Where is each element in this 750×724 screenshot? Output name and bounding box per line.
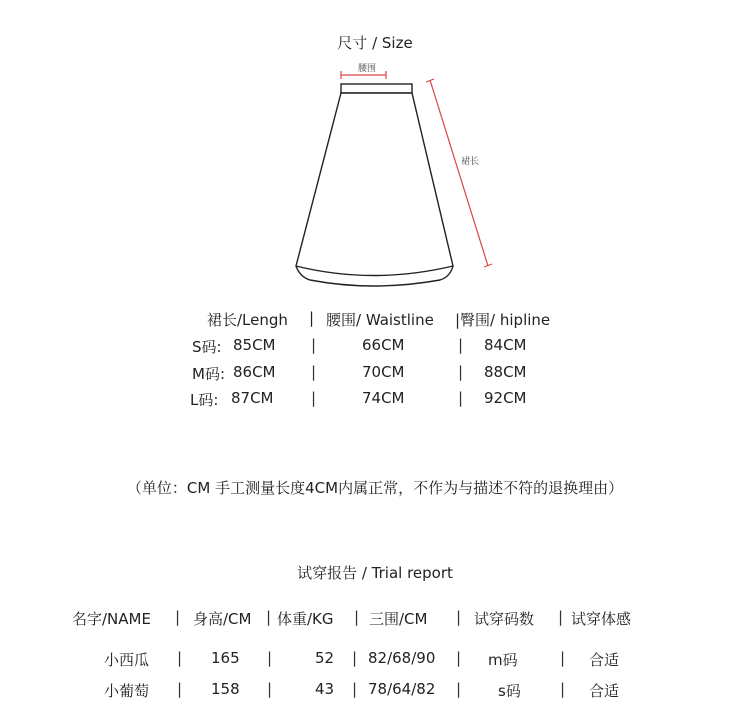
- tester-fit: 合适: [589, 682, 620, 700]
- separator: |: [456, 649, 462, 667]
- separator: |: [311, 336, 317, 354]
- waist-value: 70CM: [362, 363, 405, 381]
- tester-height: 165: [211, 649, 240, 667]
- length-label: 裙长: [460, 157, 480, 167]
- tester-weight: 43: [315, 680, 335, 698]
- trial-row: [0, 680, 750, 700]
- separator: |: [458, 389, 464, 407]
- tester-name: 小葡萄: [104, 682, 150, 700]
- separator: |: [266, 608, 272, 626]
- separator: |: [177, 680, 183, 698]
- header-hip: |臀围/ hipline: [455, 311, 551, 329]
- tester-measurements: 82/68/90: [368, 649, 436, 667]
- separator: |: [175, 608, 181, 626]
- separator: |: [352, 680, 358, 698]
- tester-fit: 合适: [589, 651, 620, 669]
- header-fit: 试穿体感: [571, 610, 632, 628]
- trial-report-title: 试穿报告 / Trial report: [297, 564, 453, 582]
- header-measurements: 三围/CM: [369, 610, 428, 628]
- trial-row: [0, 649, 750, 669]
- header-separator: |: [309, 309, 315, 327]
- waist-value: 74CM: [362, 389, 405, 407]
- separator: |: [267, 680, 273, 698]
- separator: |: [267, 649, 273, 667]
- separator: |: [311, 389, 317, 407]
- hip-value: 92CM: [484, 389, 527, 407]
- length-value: 87CM: [231, 389, 274, 407]
- separator: |: [352, 649, 358, 667]
- size-title: 尺寸 / Size: [337, 34, 413, 52]
- waist-label: 腰围: [357, 64, 377, 74]
- tester-size: s码: [498, 682, 521, 700]
- trial-table-header: [0, 608, 750, 628]
- separator: |: [560, 649, 566, 667]
- size-label: L码:: [190, 391, 219, 409]
- measurement-note: （单位：CM 手工测量长度4CM内属正常，不作为与描述不符的退换理由）: [126, 479, 624, 497]
- length-value: 85CM: [233, 336, 276, 354]
- separator: |: [311, 363, 317, 381]
- separator: |: [354, 608, 360, 626]
- size-label: M码:: [192, 365, 225, 383]
- hip-value: 84CM: [484, 336, 527, 354]
- separator: |: [558, 608, 564, 626]
- header-height: 身高/CM: [193, 610, 252, 628]
- hip-value: 88CM: [484, 363, 527, 381]
- header-length: 裙长/Lengh: [207, 311, 288, 329]
- separator: |: [458, 336, 464, 354]
- size-row-s: [0, 336, 750, 356]
- tester-height: 158: [211, 680, 240, 698]
- header-name: 名字/NAME: [72, 610, 151, 628]
- length-value: 86CM: [233, 363, 276, 381]
- waist-value: 66CM: [362, 336, 405, 354]
- header-waist: 腰围/ Waistline: [326, 311, 434, 329]
- tester-name: 小西瓜: [104, 651, 150, 669]
- separator: |: [458, 363, 464, 381]
- separator: |: [456, 680, 462, 698]
- tester-size: m码: [488, 651, 518, 669]
- header-weight: 体重/KG: [277, 610, 334, 628]
- tester-weight: 52: [315, 649, 335, 667]
- separator: |: [456, 608, 462, 626]
- separator: |: [560, 680, 566, 698]
- skirt-diagram: [0, 0, 750, 300]
- size-table-header: [0, 309, 750, 329]
- header-trial-size: 试穿码数: [474, 610, 535, 628]
- size-row-m: [0, 363, 750, 383]
- skirt-outline: [296, 84, 453, 286]
- tester-measurements: 78/64/82: [368, 680, 436, 698]
- size-row-l: [0, 389, 750, 409]
- separator: |: [177, 649, 183, 667]
- size-label: S码:: [192, 338, 222, 356]
